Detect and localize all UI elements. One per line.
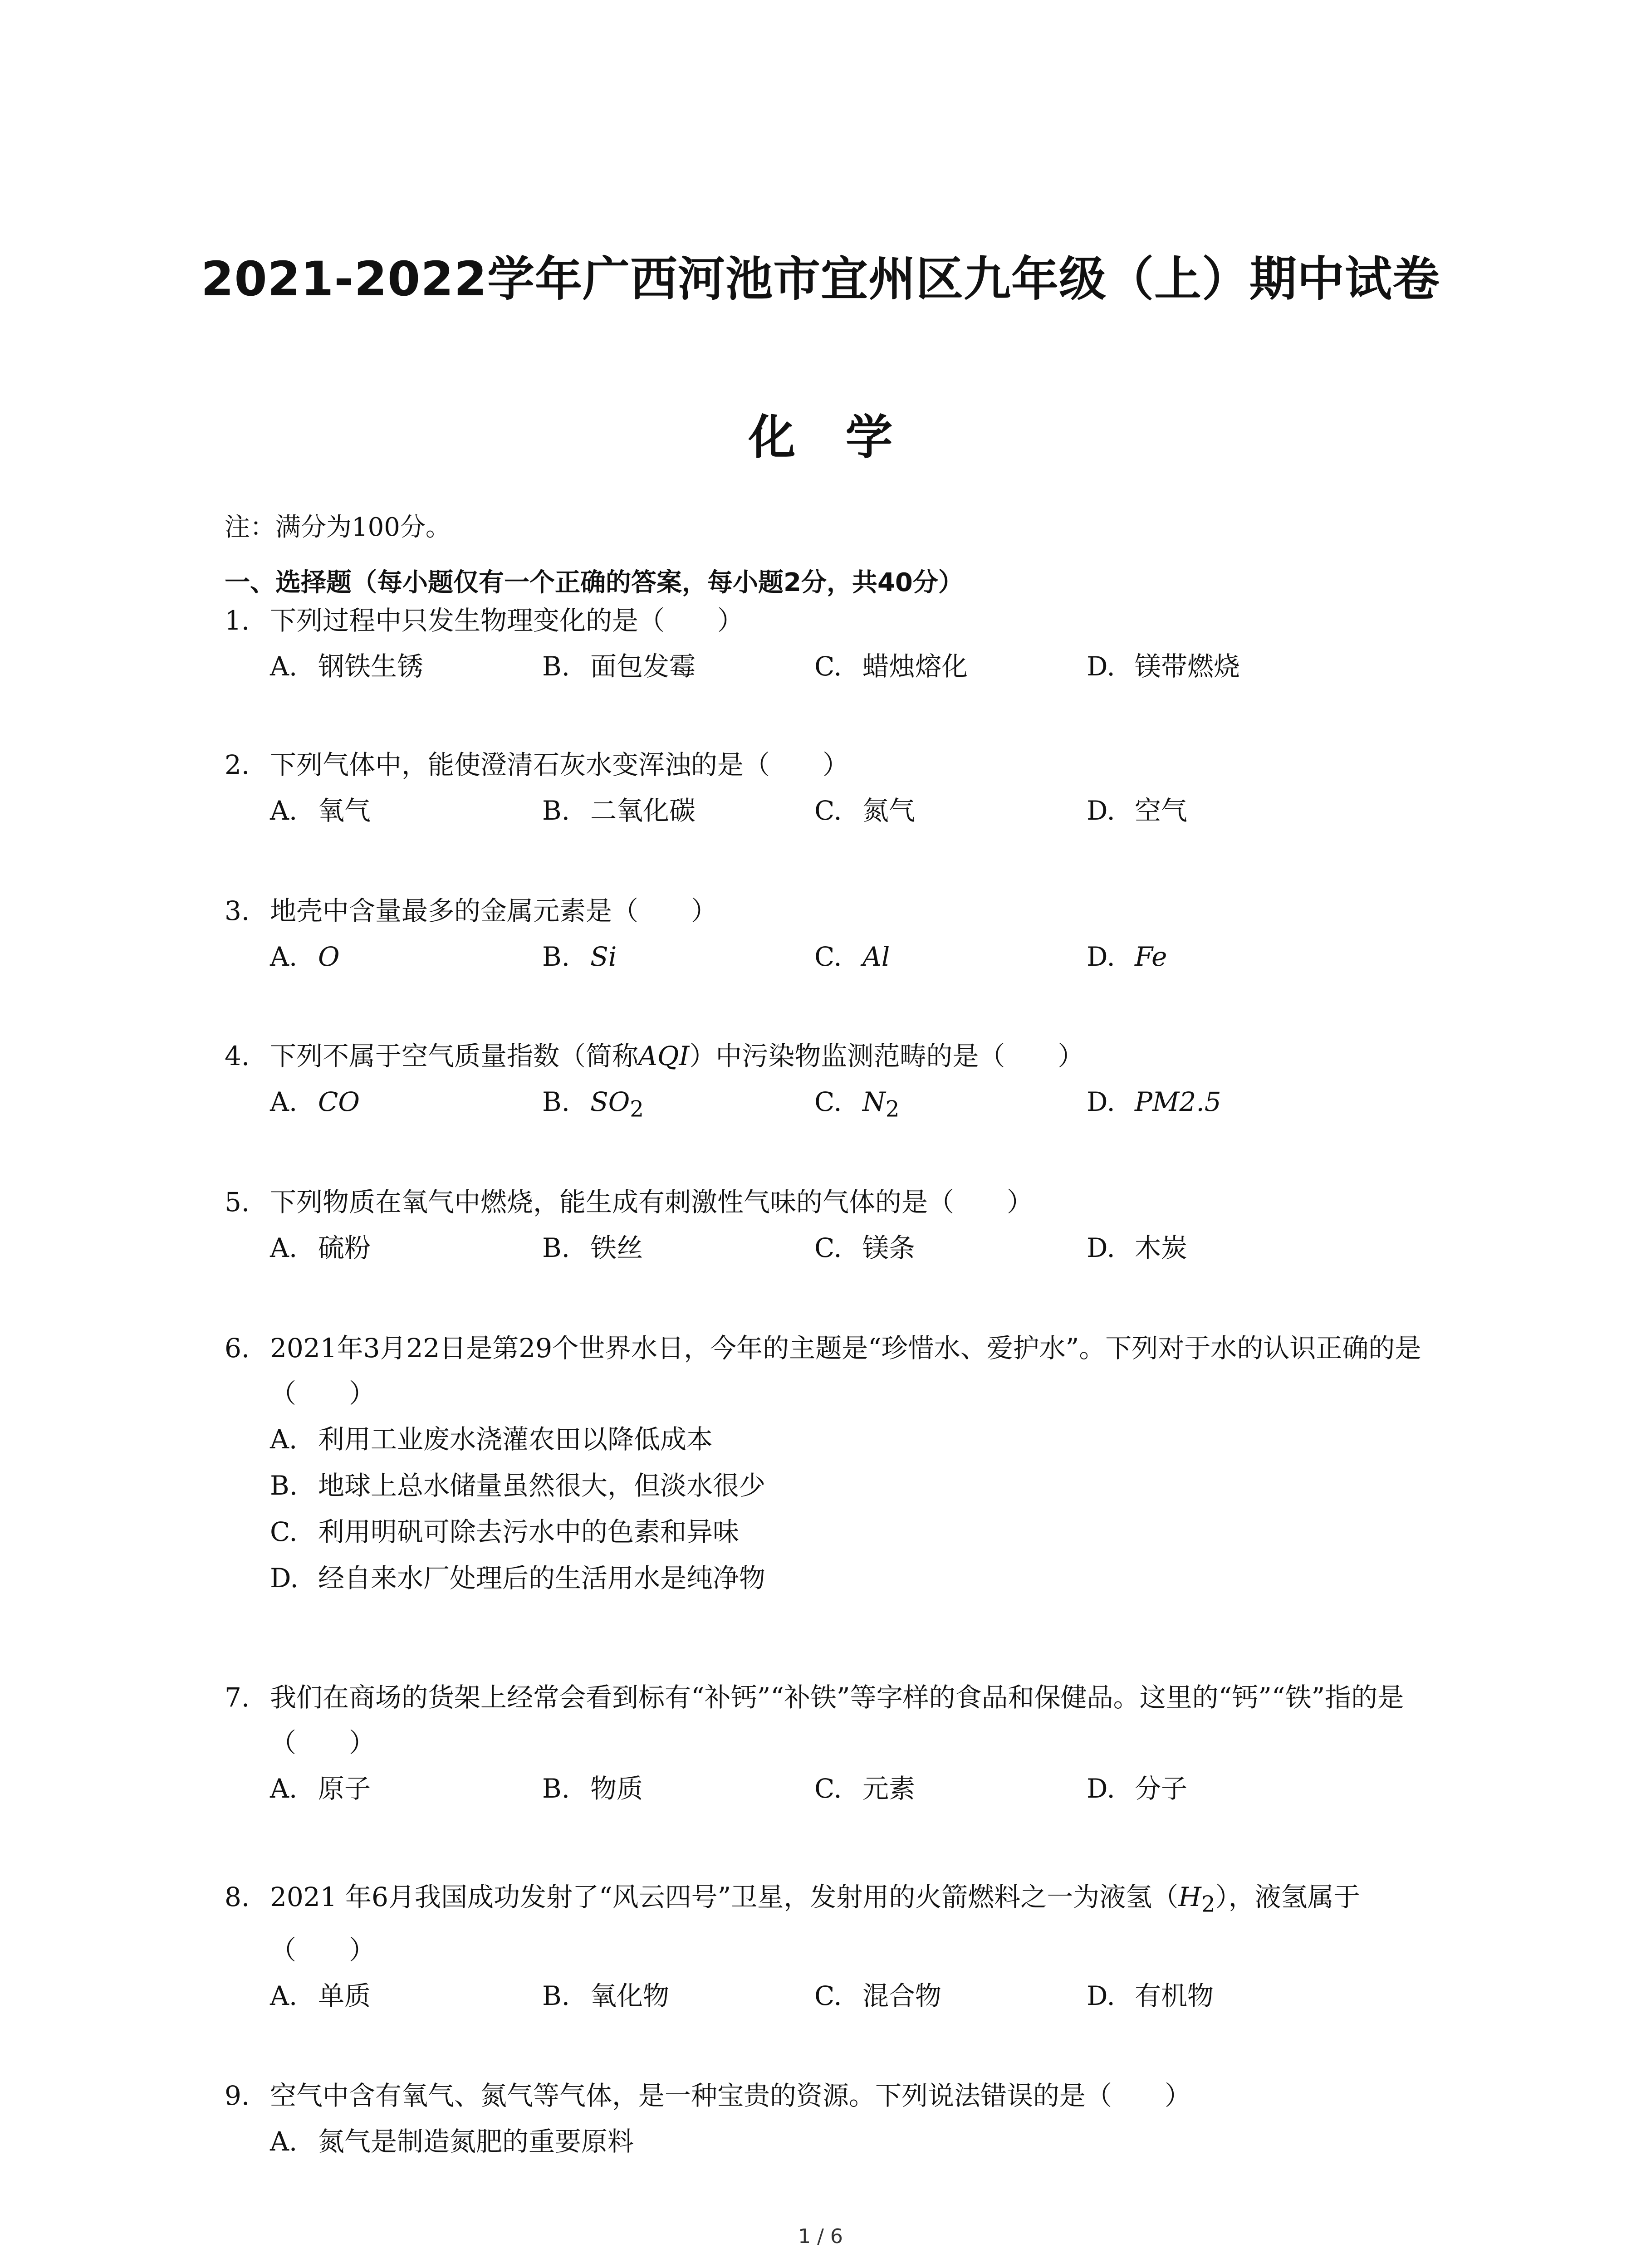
options-row — [270, 787, 1450, 834]
option-d: D. 有机物 — [1087, 1980, 1214, 2011]
question-number: 2. — [225, 749, 250, 780]
question-7 — [225, 1675, 1450, 1812]
option-b: B. 铁丝 — [542, 1232, 643, 1263]
question-stem: 下列不属于空气质量指数（简称AQI）中污染物监测范畴的是（ ） — [270, 1041, 1084, 1071]
option-c: C. 利用明矾可除去污水中的色素和异味 — [270, 1516, 740, 1547]
option-d: D. 空气 — [1087, 795, 1188, 826]
question-stem: 空气中含有氧气、氮气等气体，是一种宝贵的资源。下列说法错误的是（ ） — [270, 2080, 1191, 2111]
question-stem: 2021 年6月我国成功发射了“风云四号”卫星，发射用的火箭燃料之一为液氢$(H_2)$，液氢属于（ ） — [270, 1882, 1360, 1965]
option-a: A. 单质 — [270, 1980, 371, 2011]
question-number: 4. — [225, 1041, 250, 1071]
section-heading: 一、选择题（每小题仅有一个正确的答案，每小题2分，共40分） — [225, 568, 964, 597]
option-b: B. 氧化物 — [542, 1980, 670, 2011]
option-b: B. 二氧化碳 — [542, 795, 696, 826]
question-1 — [225, 598, 1450, 689]
question-3 — [225, 888, 1450, 980]
page-number: 1 / 6 — [798, 2225, 843, 2248]
options-row — [270, 1079, 1450, 1125]
option-d: D. PM2.5 — [1087, 1086, 1221, 1117]
question-stem: 地壳中含量最多的金属元素是（ ） — [270, 895, 718, 926]
option-d: D. 经自来水厂处理后的生活用水是纯净物 — [270, 1563, 766, 1593]
question-number: 6. — [225, 1333, 250, 1364]
question-number: 9. — [225, 2080, 250, 2111]
option-c: C. 元素 — [814, 1773, 916, 1804]
question-stem: 下列过程中只发生物理变化的是（ ） — [270, 605, 744, 636]
question-number: 5. — [225, 1187, 250, 1217]
option-a: A. 原子 — [270, 1773, 371, 1804]
question-6 — [225, 1325, 1450, 1601]
option-a: A. 利用工业废水浇灌农田以降低成本 — [270, 1424, 713, 1455]
question-number: 8. — [225, 1882, 250, 1912]
question-number: 7. — [225, 1682, 250, 1713]
option-d: D. 木炭 — [1087, 1232, 1188, 1263]
options-row — [270, 1973, 1450, 2019]
score-note: 注：满分为100分。 — [225, 513, 451, 542]
question-stem: 下列物质在氧气中燃烧，能生成有刺激性气味的气体的是（ ） — [270, 1187, 1034, 1217]
question-5 — [225, 1179, 1450, 1271]
option-c: C. 镁条 — [814, 1232, 916, 1263]
option-a: A. 硫粉 — [270, 1232, 371, 1263]
option-c: C. 氮气 — [814, 795, 916, 826]
question-stem: 2021年3月22日是第29个世界水日，今年的主题是“珍惜水、爱护水”。下列对于水的认识正确的是（ ） — [270, 1333, 1421, 1409]
options-row — [270, 934, 1450, 980]
option-c: C. Al — [814, 941, 890, 972]
option-c: C. 蜡烛熔化 — [814, 651, 968, 682]
option-a: A. 氮气是制造氮肥的重要原料 — [270, 2126, 634, 2157]
options-row — [270, 643, 1450, 689]
option-b: B. 面包发霉 — [542, 651, 696, 682]
exam-title: 2021-2022学年广西河池市宜州区九年级（上）期中试卷 — [201, 251, 1440, 307]
question-4 — [225, 1033, 1450, 1125]
option-b: B. 地球上总水储量虽然很大，但淡水很少 — [270, 1470, 766, 1501]
options-row — [270, 1765, 1450, 1812]
question-8 — [225, 1874, 1450, 2019]
question-9 — [225, 2073, 1450, 2165]
question-number: 1. — [225, 605, 250, 636]
option-a: A. 氧气 — [270, 795, 371, 826]
option-c: C. 混合物 — [814, 1980, 942, 2011]
question-stem: 我们在商场的货架上经常会看到标有“补钙”“补铁”等字样的食品和保健品。这里的“钙”“铁”指的是（ ） — [270, 1682, 1404, 1758]
option-a: A. 钢铁生锈 — [270, 651, 424, 682]
question-number: 3. — [225, 895, 250, 926]
options-row — [270, 1225, 1450, 1271]
option-d: D. 分子 — [1087, 1773, 1188, 1804]
option-d: D. 镁带燃烧 — [1087, 651, 1240, 682]
option-b: B. 物质 — [542, 1773, 643, 1804]
option-a: A. CO — [270, 1086, 360, 1117]
option-d: D. Fe — [1087, 941, 1167, 972]
question-stem: 下列气体中，能使澄清石灰水变浑浊的是（ ） — [270, 749, 849, 780]
option-b: B. $SO_2$ — [542, 1086, 644, 1122]
option-a: A. O — [270, 941, 340, 972]
option-c: C. $N_2$ — [814, 1086, 900, 1122]
question-2 — [225, 742, 1450, 834]
option-b: B. Si — [542, 941, 617, 972]
subject-heading: 化学 — [748, 410, 943, 465]
